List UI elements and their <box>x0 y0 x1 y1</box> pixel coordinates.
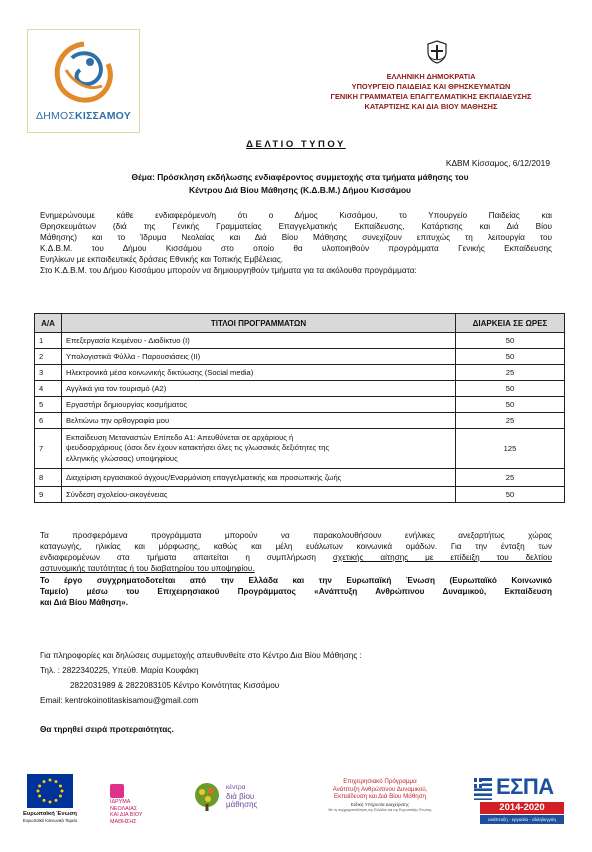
body-line: Τα προσφερόμενα προγράμματα μπορούν να παρακολουθήσουν ενήλικες ανεξαρτήτως χώρας <box>40 531 552 540</box>
row-title <box>62 429 456 469</box>
row-hours: 25 <box>456 469 565 487</box>
row-title-line: ελληνικής γλώσσας) υποψηφίους <box>66 453 178 463</box>
op-cofunding: Με τη συγχρηματοδότηση της Ελλάδας και της Ευρωπαϊκής Ένωσης <box>328 807 432 812</box>
intro-paragraph <box>40 210 552 277</box>
contact-phone-1: Τηλ. : 2822340225, Υπεύθ. Μαρία Κουφάκη <box>40 666 199 675</box>
row-num: 7 <box>35 429 62 469</box>
inedivim-line: ΚΑΙ ΔΙΑ ΒΙΟΥ <box>110 812 143 818</box>
header-line-3: ΓΕΝΙΚΗ ΓΡΑΜΜΑΤΕΙΑ ΕΠΑΓΓΕΛΜΑΤΙΚΗΣ ΕΚΠΑΙΔΕΥΣΗΣ <box>330 92 532 101</box>
kdvm-line: διά βίου <box>226 791 255 801</box>
espa-title: ΕΣΠΑ <box>496 774 554 799</box>
funding-line: Ταμείο) μέσω του Επιχειρησιακού Προγράμματος «Ανάπτυξη Ανθρώπινου Δυναμικού, Εκπαίδευση <box>40 587 552 597</box>
inedivim-logo <box>110 784 168 828</box>
espa-logo <box>474 776 566 830</box>
funding-paragraph <box>40 575 552 608</box>
press-release-title: ΔΕΛΤΙΟ ΤΥΠΟΥ <box>246 139 346 150</box>
row-num: 9 <box>35 487 62 503</box>
row-title: Βελτιώνω την ορθογραφία μου <box>62 413 456 429</box>
header-line-1: ΕΛΛΗΝΙΚΗ ΔΗΜΟΚΡΑΤΙΑ <box>386 72 476 81</box>
col-header-hours: ΔΙΑΡΚΕΙΑ ΣΕ ΩΡΕΣ <box>456 314 565 333</box>
inedivim-text <box>110 799 168 825</box>
row-title: Υπολογιστικά Φύλλα - Παρουσιάσεις (ΙΙ) <box>62 349 456 365</box>
priority-note: Θα τηρηθεί σειρά προτεραιότητας. <box>40 725 174 734</box>
row-title-line: Εκπαίδευση Μεταναστών Επίπεδο Α1: Απευθύνεται σε αρχάριους ή <box>66 432 294 442</box>
municipality-logo <box>27 29 140 133</box>
eu-fund-label: Ευρωπαϊκό Κοινωνικό Ταμείο <box>22 818 78 823</box>
row-title: Ηλεκτρονικά μέσα κοινωνικής δικτύωσης (Social media) <box>62 365 456 381</box>
row-title: Διαχείριση εργασιακού άγχους/Εναρμόνιση επαγγελματικής και προσωπικής ζωής <box>62 469 456 487</box>
body-line <box>40 552 552 563</box>
inedivim-line: ΙΔΡΥΜΑ <box>110 799 131 805</box>
intro-line: Κ.Δ.Β.Μ. του Δήμου Κισσάμου στο οποίο θα υλοποιηθούν προγράμματα Γενικής Εκπαίδευσης <box>40 244 552 254</box>
table-header-row <box>35 314 565 333</box>
kdvm-text <box>226 784 257 810</box>
intro-line: Ενηλίκων με εκπαιδευτικές δράσεις Εθνικής και Τοπικής Εμβέλειας. <box>40 255 284 265</box>
table-row <box>35 429 565 469</box>
body-line: καταγωγής, ηλικίας και μόρφωσης, καθώς και μέλη ευάλωτων κοινωνικά ομάδων. Για την ένταξη των <box>40 542 552 552</box>
header-line-4: ΚΑΤΑΡΤΙΣΗΣ ΚΑΙ ΔΙΑ ΒΙΟΥ ΜΑΘΗΣΗΣ <box>364 102 498 111</box>
application-requirement: σχετικής αίτησης με επίδειξη του δελτίου <box>332 553 552 563</box>
row-num: 8 <box>35 469 62 487</box>
row-title-line: ψευδοαρχάριους (όσοι δεν έχουν κατακτήσει όλες τις γλωσσικές δεξιότητες της <box>66 443 330 453</box>
op-agency: Ειδική Υπηρεσία Διαχείρισης <box>350 801 410 807</box>
tree-icon <box>192 782 222 812</box>
table-row <box>35 469 565 487</box>
table-row <box>35 413 565 429</box>
table-row <box>35 381 565 397</box>
inedivim-line: ΝΕΟΛΑΙΑΣ <box>110 805 138 812</box>
table-intro: Στο Κ.Δ.Β.Μ. του Δήμου Κισσάμου μπορούν να δημιουργηθούν τμήματα για τα ακόλουθα προγράμματα: <box>40 266 417 276</box>
footer-logos <box>0 772 592 832</box>
intro-line: Θρησκευμάτων (διά της Γενικής Γραμματείας Επαγγελματικής Εκπαίδευσης, Κατάρτισης και Διά Βίου <box>40 222 552 232</box>
logo-text <box>28 110 139 122</box>
logo-name: ΚΙΣΣΑΜΟΥ <box>75 110 131 122</box>
row-hours: 25 <box>456 365 565 381</box>
row-title: Σύνδεση σχολείου-οικογένειας <box>62 487 456 503</box>
funding-line: και Διά Βίου Μάθηση». <box>40 598 128 608</box>
row-num: 5 <box>35 397 62 413</box>
eu-flag-icon <box>27 774 73 808</box>
programs-table <box>34 313 565 503</box>
row-title: Αγγλικά για τον τουρισμό (Α2) <box>62 381 456 397</box>
kdvm-line: μάθησης <box>226 800 258 809</box>
row-num: 4 <box>35 381 62 397</box>
eligibility-paragraph <box>40 530 552 574</box>
subject-line-2: Κέντρου Διά Βίου Μάθησης (Κ.Δ.Β.Μ.) Δήμου Κισσάμου <box>189 185 411 195</box>
row-num: 6 <box>35 413 62 429</box>
table-row <box>35 333 565 349</box>
table-row <box>35 397 565 413</box>
row-hours: 50 <box>456 349 565 365</box>
inedivim-mark-icon <box>110 784 124 798</box>
row-num: 3 <box>35 365 62 381</box>
subject-line-1: Θέμα: Πρόσκληση εκδήλωσης ενδιαφέροντος συμμετοχής στα τμήματα μάθησης του <box>131 172 469 182</box>
row-hours: 25 <box>456 413 565 429</box>
eu-label: Ευρωπαϊκή Ένωση <box>23 811 77 817</box>
row-hours: 50 <box>456 397 565 413</box>
body-line: αστυνομικής ταυτότητας ή του διαβατηρίου του υποψηφίου. <box>40 564 255 574</box>
row-hours: 50 <box>456 333 565 349</box>
logo-prefix: ΔΗΜΟΣ <box>36 110 76 122</box>
kdvm-line: κέντρα <box>226 784 246 791</box>
contact-phone-2: 2822031989 & 2822083105 Κέντρο Κοινότητας Κισσάμου <box>70 681 280 690</box>
table-row <box>35 349 565 365</box>
col-header-num: Α/Α <box>35 314 62 333</box>
body-line-part: ενδιαφερομένων στα τμήματα απαιτείται η συμπλήρωση <box>40 553 333 563</box>
espa-years: 2014-2020 <box>480 802 564 814</box>
inedivim-line: ΜΑΘΗΣΗΣ <box>110 818 137 825</box>
op-line: Εκπαίδευση και Διά Βίου Μάθηση <box>334 793 426 801</box>
row-hours: 50 <box>456 381 565 397</box>
espa-motto: ανάπτυξη - εργασία - αλληλεγγύη <box>480 815 564 824</box>
contact-intro: Για πληροφορίες και δηλώσεις συμμετοχής απευθυνθείτε στο Κέντρο Δια Βίου Μάθησης : <box>40 651 362 660</box>
header-line-2: ΥΠΟΥΡΓΕΙΟ ΠΑΙΔΕΙΑΣ ΚΑΙ ΘΡΗΣΚΕΥΜΑΤΩΝ <box>351 82 511 91</box>
row-num: 2 <box>35 349 62 365</box>
funding-line: Το έργο συγχρηματοδοτείται από την Ελλάδα και την Ευρωπαϊκή Ένωση (Ευρωπαϊκό Κοινωνικό <box>40 576 552 585</box>
greek-emblem-icon <box>426 40 448 64</box>
row-hours: 50 <box>456 487 565 503</box>
greek-flag-icon <box>474 778 492 800</box>
op-line: Ανάπτυξη Ανθρώπινου Δυναμικού, <box>332 785 428 793</box>
row-title: Εργαστήρι δημιουργίας κοσμήματος <box>62 397 456 413</box>
table-row <box>35 487 565 503</box>
kdvm-logo <box>192 780 276 822</box>
op-text <box>310 778 450 801</box>
row-title: Επεξεργασία Κειμένου - Διαδίκτυο (Ι) <box>62 333 456 349</box>
contact-email[interactable]: Email: kentrokoinotitaskisamou@gmail.com <box>40 696 199 705</box>
eu-logo <box>22 772 78 832</box>
release-date: ΚΔΒΜ Κίσσαμος, 6/12/2019 <box>445 158 550 168</box>
operational-programme-logo <box>310 778 450 830</box>
kissamos-logo-icon <box>46 40 122 108</box>
op-line: Επιχειρησιακό Πρόγραμμα <box>343 778 417 785</box>
col-header-title: ΤΙΤΛΟΙ ΠΡΟΓΡΑΜΜΑΤΩΝ <box>62 314 456 333</box>
table-row <box>35 365 565 381</box>
intro-line: Ενημερώνουμε κάθε ενδιαφερόμενο/η ότι ο Δήμος Κισσάμου, το Υπουργείο Παιδείας και <box>40 211 552 220</box>
intro-line: Μάθησης) και το Ίδρυμα Νεολαίας και Διά Βίου Μάθησης συνεχίζουν επιτυχώς τη λειτουργία του <box>40 233 552 243</box>
row-hours: 125 <box>456 429 565 469</box>
row-num: 1 <box>35 333 62 349</box>
